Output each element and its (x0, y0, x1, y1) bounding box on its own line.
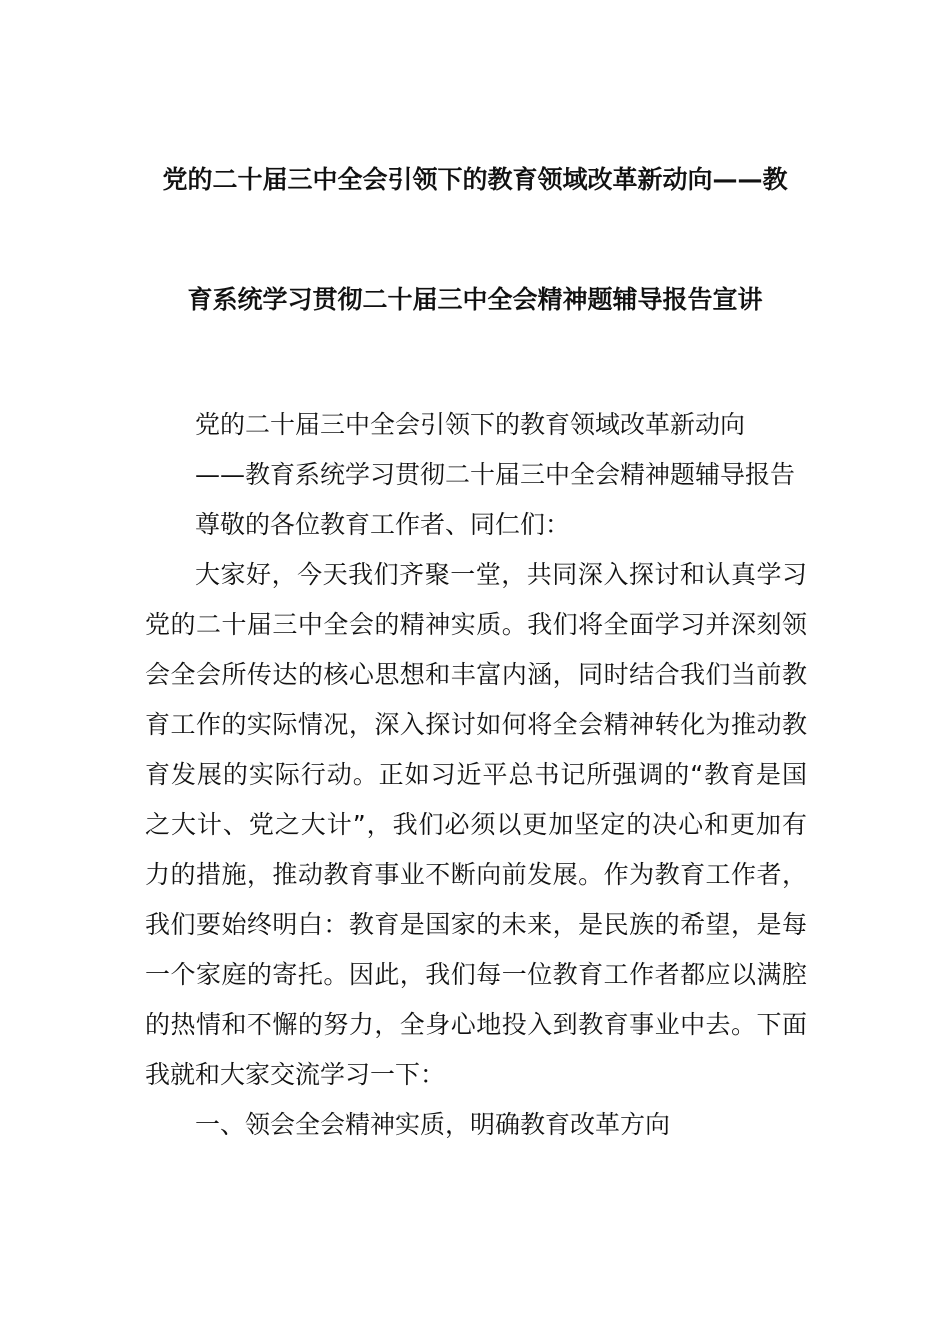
section-heading-1: 一、领会全会精神实质，明确教育改革方向 (195, 1110, 671, 1139)
subtitle-paragraph: 党的二十届三中全会引领下的教育领域改革新动向 (195, 410, 746, 439)
subtitle-continuation-paragraph: ——教育系统学习贯彻二十届三中全会精神题辅导报告 (195, 460, 796, 489)
salutation-paragraph: 尊敬的各位教育工作者、同仁们： (195, 510, 571, 539)
document-body (145, 400, 807, 1150)
document-title-line-2: 育系统学习贯彻二十届三中全会精神题辅导报告宣讲 (187, 285, 763, 314)
opening-paragraph: 大家好，今天我们齐聚一堂，共同深入探讨和认真学习党的二十届三中全会的精神实质。我们将全面学习并深刻领会全会所传达的核心思想和丰富内涵，同时结合我们当前教育工作的实际情况，深入探讨如何将全会精神转化为推动教育发展的实际行动。正如习近平总书记所强调的“教育是国之大计、党之大计”，我们必须以更加坚定的决心和更加有力的措施，推动教育事业不断向前发展。作为教育工作者，我们要始终明白：教育是国家的未来，是民族的希望，是每一个家庭的寄托。因此，我们每一位教育工作者都应以满腔的热情和不懈的努力，全身心地投入到教育事业中去。下面我就和大家交流学习一下： (145, 560, 807, 1089)
document-title-line-1: 党的二十届三中全会引领下的教育领域改革新动向——教 (162, 165, 788, 194)
